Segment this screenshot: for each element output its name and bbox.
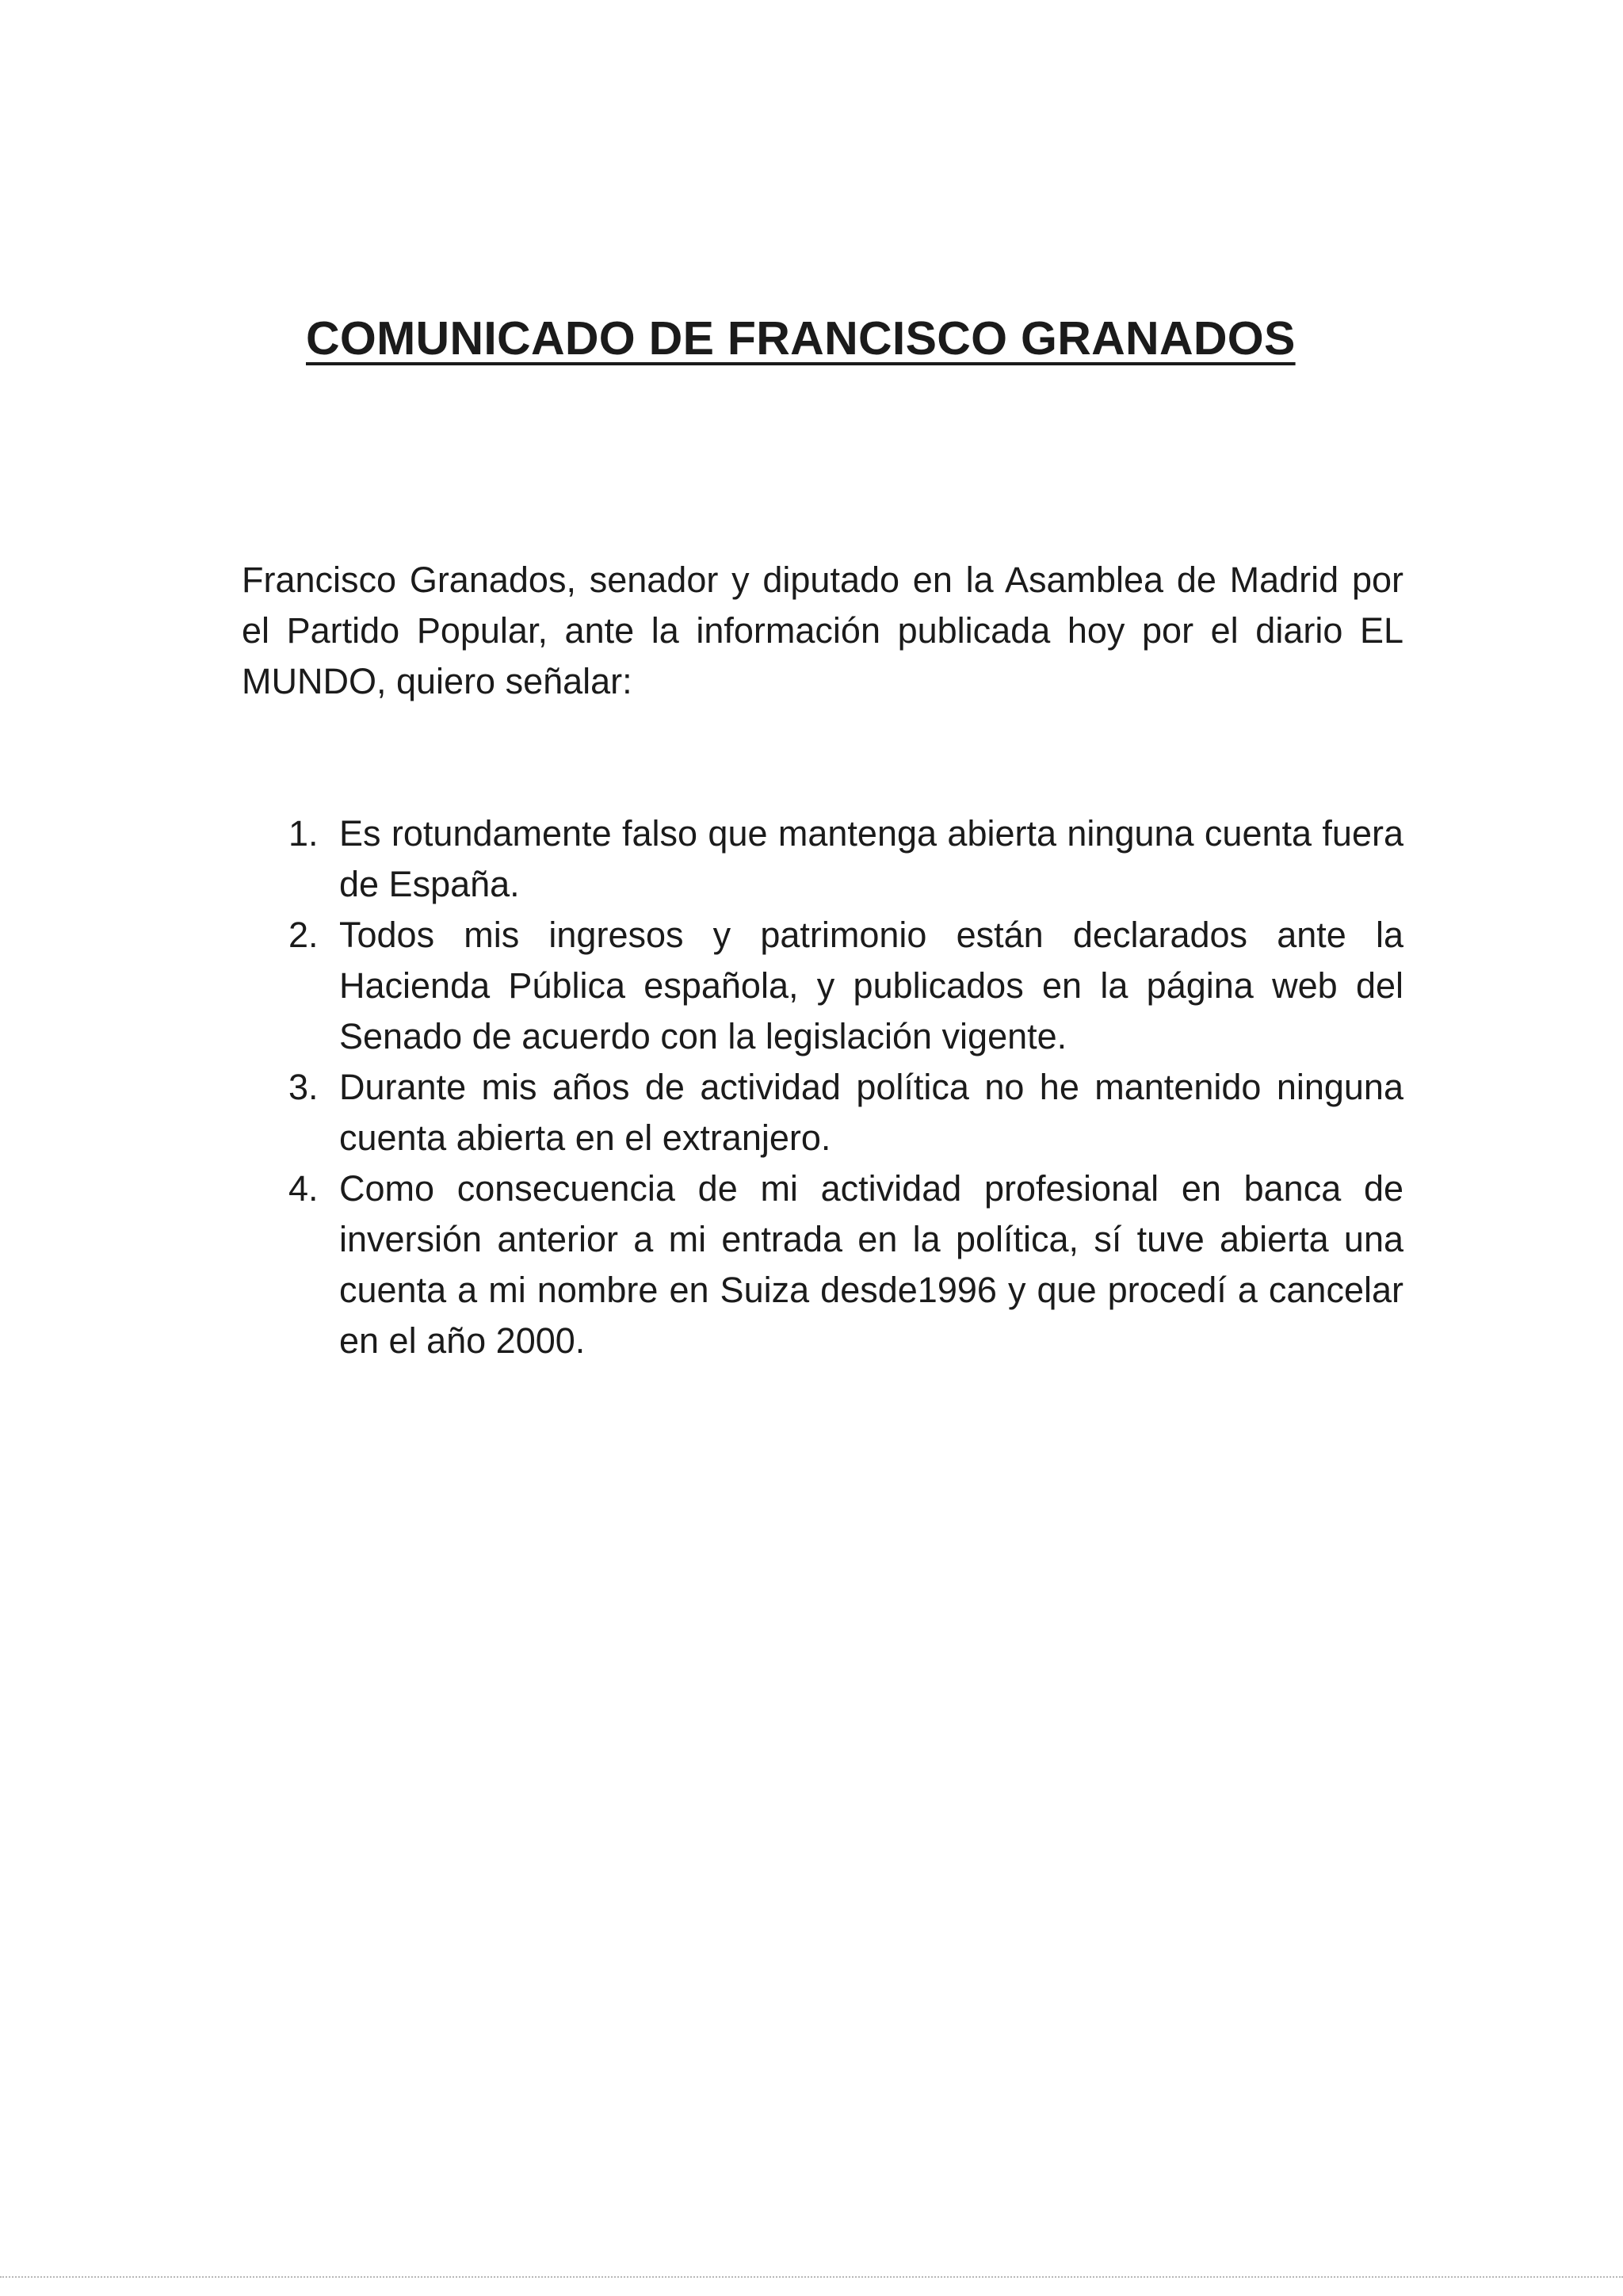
list-item-text: Durante mis años de actividad política no he mantenido ninguna cuenta abierta en el extranjero. xyxy=(339,1067,1403,1158)
scan-edge-line xyxy=(0,2276,1623,2278)
list-item-number: 2. xyxy=(288,915,319,955)
list-item xyxy=(285,1062,1403,1163)
list-item-text: Todos mis ingresos y patrimonio están declarados ante la Hacienda Pública española, y publicados en la página web del Senado de acuerdo con la legislación vigente. xyxy=(339,915,1403,1056)
list-item-number: 1. xyxy=(288,813,319,854)
intro-paragraph: Francisco Granados, senador y diputado en la Asamblea de Madrid por el Partido Popular, ante la información publicada hoy por el diario EL MUNDO, quiero señalar: xyxy=(242,560,1403,701)
list-item-text: Como consecuencia de mi actividad profesional en banca de inversión anterior a mi entrada en la política, sí tuve abierta una cuenta a mi nombre en Suiza desde1996 y que procedí a cancelar en el año 2000. xyxy=(339,1168,1403,1361)
document-title: COMUNICADO DE FRANCISCO GRANADOS xyxy=(306,312,1296,365)
statement-list xyxy=(285,808,1403,1366)
list-item-text: Es rotundamente falso que mantenga abierta ninguna cuenta fuera de España. xyxy=(339,813,1403,904)
list-item-number: 3. xyxy=(288,1067,319,1107)
list-item xyxy=(285,1163,1403,1366)
list-item-number: 4. xyxy=(288,1168,319,1209)
list-item xyxy=(285,910,1403,1062)
list-item xyxy=(285,808,1403,910)
